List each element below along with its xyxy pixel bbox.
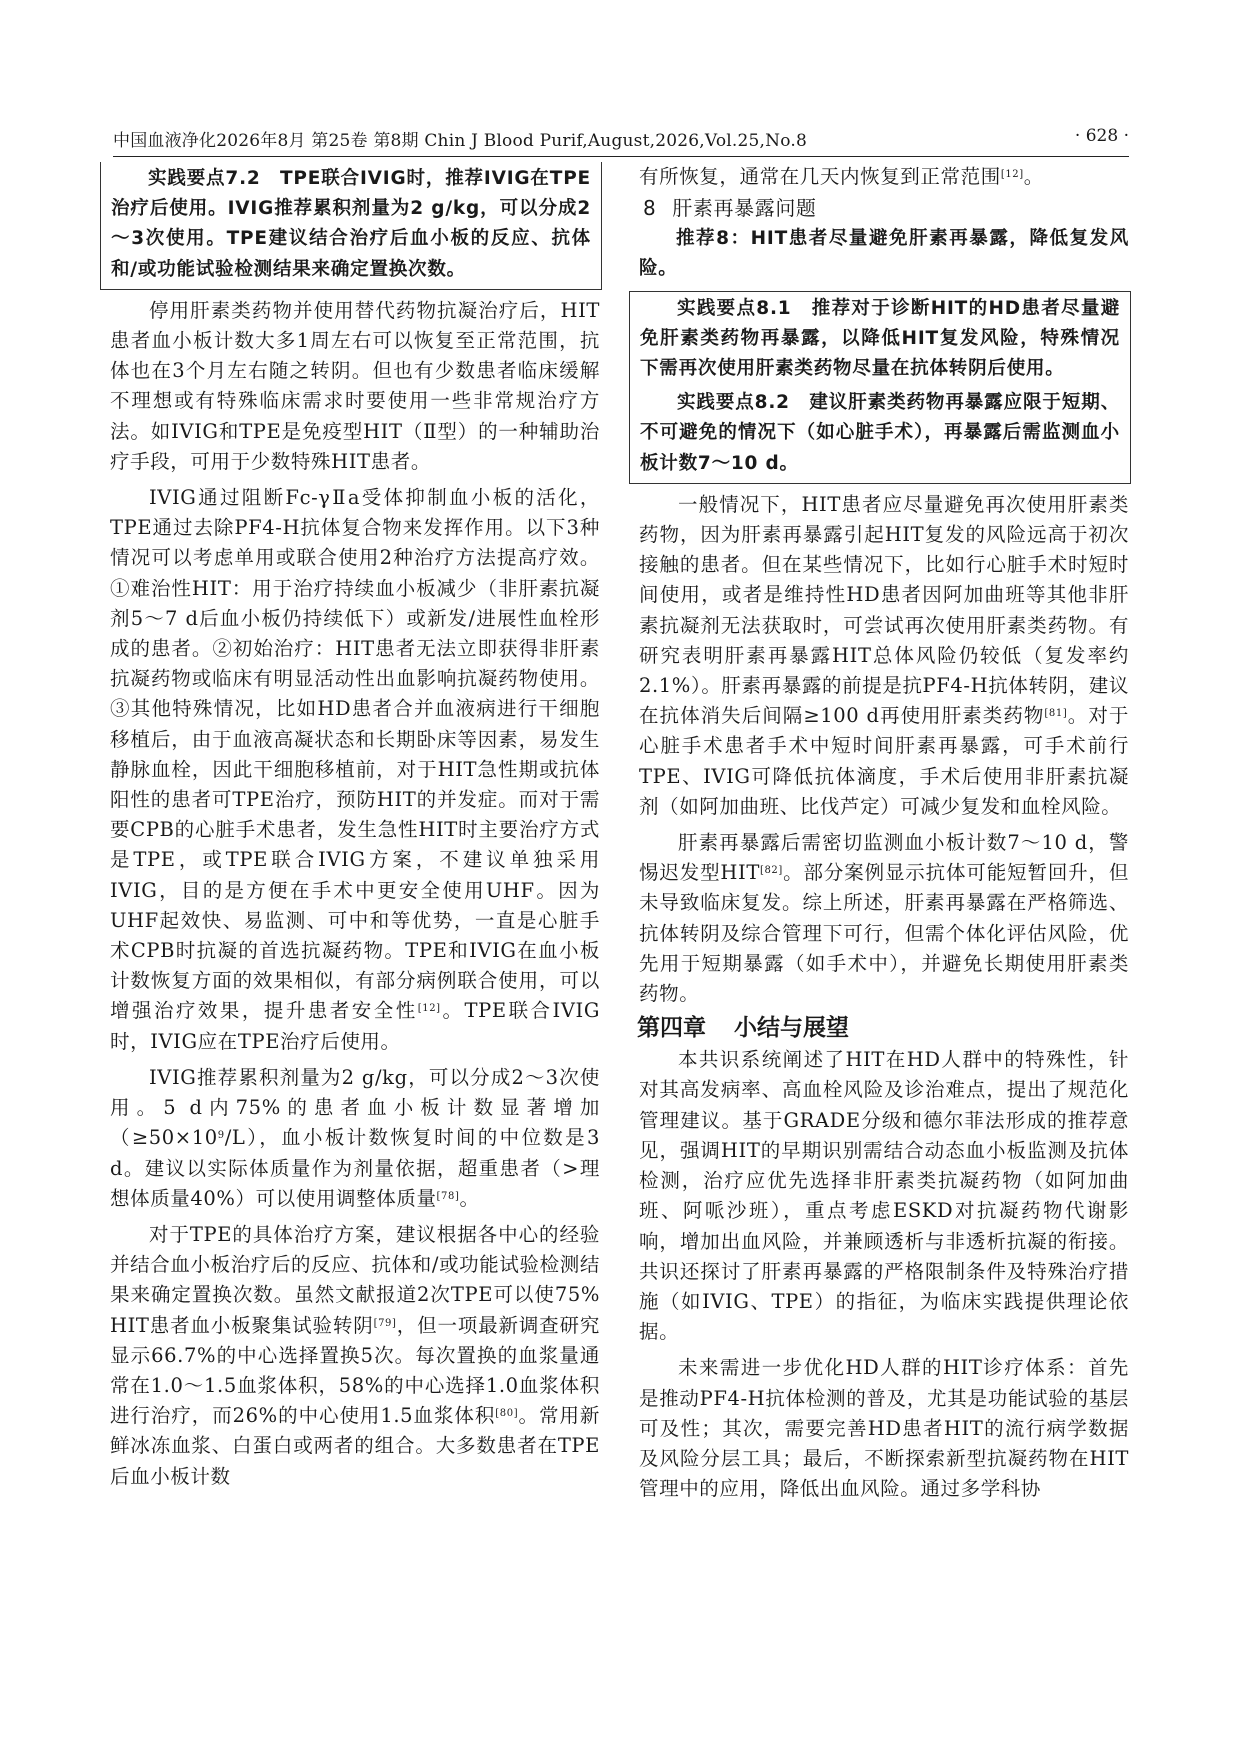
citation: [79] [373, 1317, 397, 1329]
page-number: · 628 · [1074, 126, 1129, 146]
paragraph: 本共识系统阐述了HIT在HD人群中的特殊性，针对其高发病率、高血栓风险及诊治难点，提出了规范化管理建议。基于GRADE分级和德尔菲法形成的推荐意见，强调HIT的早期识别需结合动态血小板监测及抗体检测，治疗应优先选择非肝素类抗凝药物（如阿加曲班、阿哌沙班），重点考虑ESKD对抗凝药物代谢影响，增加出血风险，并兼顾透析与非透析抗凝的衔接。共识还探讨了肝素再暴露的严格限制条件及特殊治疗措施（如IVIG、TPE）的指征，为临床实践提供理论依据。 [639, 1048, 1129, 1344]
citation: [82] [759, 865, 783, 877]
paragraph: 肝素再暴露后需密切监测血小板计数7～10 d，警惕迟发型HIT[82]。部分案例显示抗体可能短暂回升，但未导致临床复发。综上所述，肝素再暴露在严格筛选、抗体转阴及综合管理下可行，但需个体化评估风险，优先用于短期暴露（如手术中），并避免长期使用肝素类药物。 [639, 831, 1129, 1006]
paragraph: 一般情况下，HIT患者应尽量避免再次使用肝素类药物，因为肝素再暴露引起HIT复发的风险远高于初次接触的患者。但在某些情况下，比如行心脏手术时短时间使用，或者是维持性HD患者因阿加曲班等其他非肝素抗凝剂无法获取时，可尝试再次使用肝素类药物。有研究表明肝素再暴露HIT总体风险仍较低（复发率约2.1%）。肝素再暴露的前提是抗PF4-H抗体转阴，建议在抗体消失后间隔≥100 d再使用肝素类药物[81]。对于心脏手术患者手术中短时间肝素再暴露，可手术前行TPE、IVIG可降低抗体滴度，手术后使用非肝素抗凝剂（如阿加曲班、比伐芦定）可减少复发和血栓风险。 [639, 492, 1129, 818]
section-heading: 8 肝素再暴露问题 [643, 196, 817, 221]
citation: [80] [495, 1408, 519, 1420]
citation: [12] [417, 1003, 441, 1015]
practice-point-8-2: 实践要点8.2 建议肝素类药物再暴露应限于短期、不可避免的情况下（如心脏手术），再暴露后需监测血小板计数7～10 d。 [640, 392, 1120, 474]
left-column [110, 162, 600, 1492]
paragraph: IVIG通过阻断Fc-γⅡa受体抑制血小板的活化，TPE通过去除PF4-H抗体复合物来发挥作用。以下3种情况可以考虑单用或联合使用2种治疗方法提高疗效。①难治性HIT：用于治疗持续血小板减少（非肝素抗凝剂5～7 d后血小板仍持续低下）或新发/进展性血栓形成的患者。②初始治疗：HIT患者无法立即获得非肝素抗凝药物或临床有明显活动性出血影响抗凝药物使用。③其他特殊情况，比如HD患者合并血液病进行干细胞移植后，由于血液高凝状态和长期卧床等因素，易发生静脉血栓，因此干细胞移植前，对于HIT急性期或抗体阳性的患者可TPE治疗，预防HIT的并发症。而对于需要CPB的心脏手术患者，发生急性HIT时主要治疗方式是TPE，或TPE联合IVIG方案，不建议单独采用IVIG，目的是方便在手术中更安全使用UHF。因为UHF起效快、易监测、可中和等优势，一直是心脏手术CPB时抗凝的首选抗凝药物。TPE和IVIG在血小板计数恢复方面的效果相似，有部分病例联合使用，可以增强治疗效果，提升患者安全性[12]。TPE联合IVIG时，IVIG应在TPE治疗后使用。 [110, 486, 600, 1053]
citation: [78] [436, 1190, 460, 1202]
paragraph: 停用肝素类药物并使用替代药物抗凝治疗后，HIT患者血小板计数大多1周左右可以恢复至正常范围，抗体也在3个月左右随之转阴。但也有少数患者临床缓解不理想或有特殊临床需求时要使用一些非常规治疗方法。如IVIG和TPE是免疫型HIT（Ⅱ型）的一种辅助治疗手段，可用于少数特殊HIT患者。 [110, 298, 600, 473]
recommendation-8: 推荐8：HIT患者尽量避免肝素再暴露，降低复发风险。 [639, 228, 1129, 280]
paragraph: 对于TPE的具体治疗方案，建议根据各中心的经验并结合血小板治疗后的反应、抗体和/或功能试验检测结果来确定置换次数。虽然文献报道2次TPE可以使75% HIT患者血小板聚集试验转阴[79]，但一项最新调查研究显示66.7%的中心选择置换5次。每次置换的血浆量通常在1.0～1.5血浆体积，58%的中心选择1.0血浆体积进行治疗，而26%的中心使用1.5血浆体积[80]。常用新鲜冰冻血浆、白蛋白或两者的组合。大多数患者在TPE后血小板计数 [110, 1222, 600, 1488]
paragraph: 有所恢复，通常在几天内恢复到正常范围[12]。 [639, 165, 1044, 188]
practice-point-7-2-box [100, 162, 602, 290]
journal-citation: 中国血液净化2026年8月 第25卷 第8期 Chin J Blood Purif,August,2026,Vol.25,No.8 [113, 131, 807, 151]
running-header [113, 122, 1129, 157]
right-column [639, 162, 1129, 1504]
practice-point-7-2: 实践要点7.2 TPE联合IVIG时，推荐IVIG在TPE治疗后使用。IVIG推荐累积剂量为2 g/kg，可以分成2～3次使用。TPE建议结合治疗后血小板的反应、抗体和/或功能试验检测结果来确定置换次数。 [111, 168, 591, 280]
practice-points-8-box [629, 291, 1131, 484]
chapter-heading: 第四章 小结与展望 [637, 1015, 849, 1042]
paragraph: IVIG推荐累积剂量为2 g/kg，可以分成2～3次使用。5 d内75%的患者血小板计数显著增加$(\ge 50\times 10^9/L)$，血小板计数恢复时间的中位数是3 d。建议以实际体质量作为剂量依据，超重患者（>理想体质量40%）可以使用调整体质量[78]。 [110, 1065, 601, 1210]
superscript: 9 [217, 1130, 225, 1142]
citation: [81] [1044, 708, 1068, 720]
citation: [12] [1000, 169, 1024, 180]
paragraph: 未来需进一步优化HD人群的HIT诊疗体系：首先是推动PF4-H抗体检测的普及，尤其是功能试验的基层可及性；其次，需要完善HD患者HIT的流行病学数据及风险分层工具；最后，不断探索新型抗凝药物在HIT管理中的应用，降低出血风险。通过多学科协 [639, 1356, 1129, 1501]
practice-point-8-1: 实践要点8.1 推荐对于诊断HIT的HD患者尽量避免肝素类药物再暴露，以降低HIT复发风险，特殊情况下需再次使用肝素类药物尽量在抗体转阴后使用。 [640, 297, 1120, 380]
